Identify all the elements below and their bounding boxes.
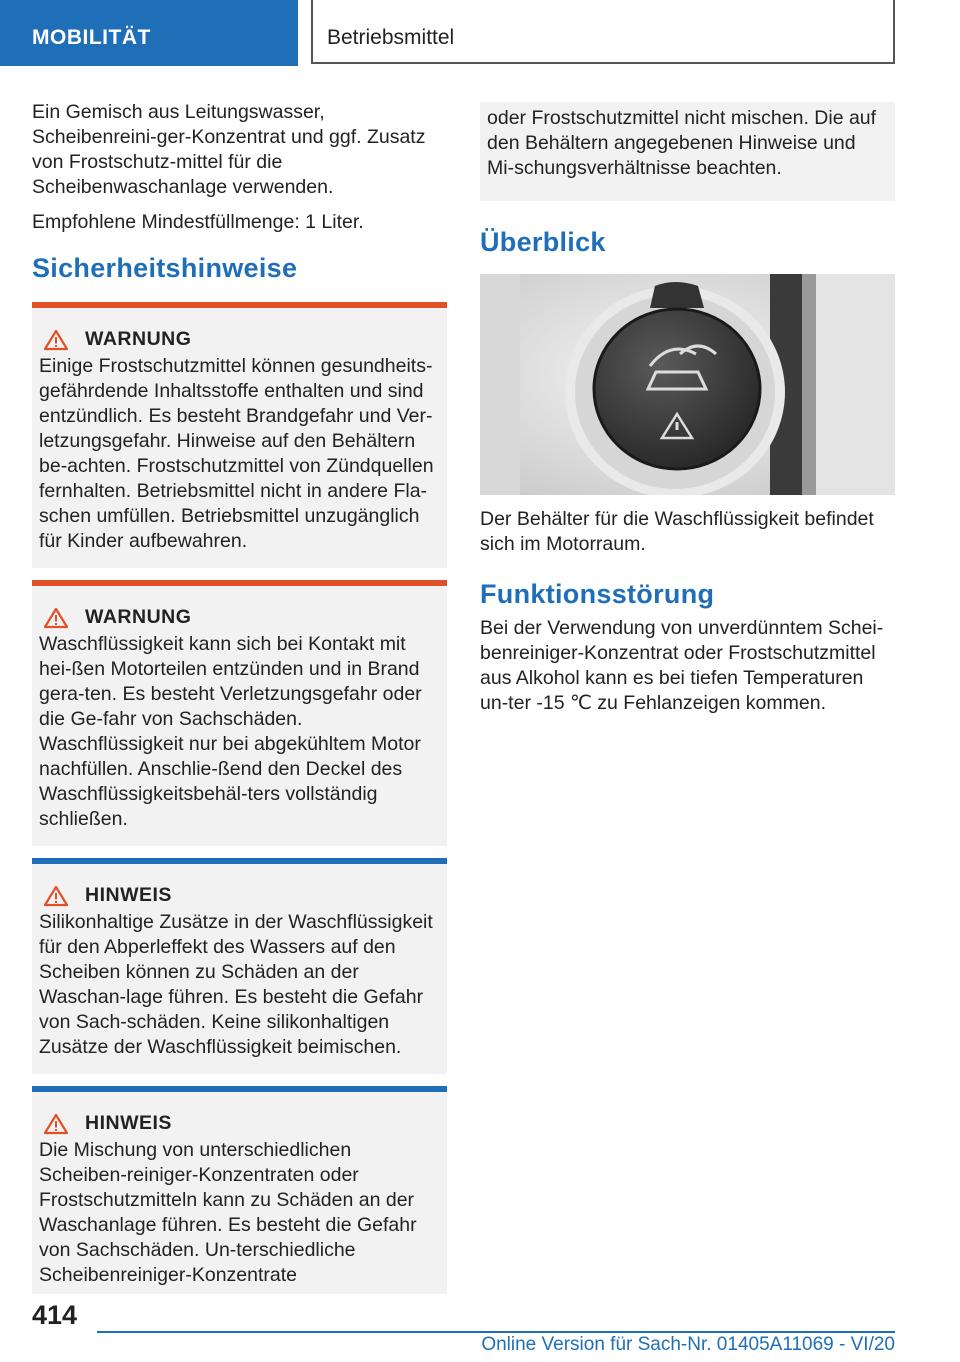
warning-triangle-icon [43,607,69,629]
notice-text: Die Mischung von unterschiedlichen Scheiben-reiniger-Konzentraten oder Frostschutzmitteln kann zu Schäden an der Waschanlage führen. Es besteht die Gefahr von Sachschäden. Un-terschiedliche Scheibenreiniger-Konzentrate [39,1139,417,1286]
page-number: 414 [32,1300,78,1330]
notice-title: WARNUNG [85,606,192,628]
intro-paragraph: Ein Gemisch aus Leitungswasser, Scheibenreini-ger-Konzentrat und ggf. Zusatz von Frostschutz-mittel für die Scheibenwaschanlage verwenden. [32,101,426,198]
footer-divider [97,1331,895,1333]
warning-box-2 [32,580,447,846]
notice-text-continued: oder Frostschutzmittel nicht mischen. Die auf den Behältern angegebenen Hinweise und Mi-schungsverhältnisse beachten. [487,107,877,179]
warning-box-1 [32,302,447,568]
safety-heading: Sicherheitshinweise [32,253,298,283]
section-tab: MOBILITÄT [0,0,298,66]
figure-caption: Der Behälter für die Waschflüssigkeit befindet sich im Motorraum. [480,508,874,555]
note-box-2 [32,1086,447,1294]
note-box-1 [32,858,447,1074]
notice-title: HINWEIS [85,1112,172,1134]
online-version-note: Online Version für Sach-Nr. 01405A11069 - VI/20 [481,1334,895,1355]
notice-text: Waschflüssigkeit kann sich bei Kontakt mit hei-ßen Motorteilen entzünden und in Brand gera-ten. Es besteht Verletzungsgefahr oder die Ge-fahr von Sachschäden. Waschflüssigkeit nur bei abgekühltem Motor nachfüllen. Anschlie-ßend den Deckel des Waschflüssigkeitsbehäl-ters vollständig schließen. [39,633,422,830]
left-column [32,100,447,1294]
notice-title: WARNUNG [85,328,192,350]
notice-title: HINWEIS [85,884,172,906]
overview-heading: Überblick [480,227,606,257]
right-column [480,102,895,716]
min-fill-paragraph: Empfohlene Mindestfüllmenge: 1 Liter. [32,211,364,233]
fault-heading: Funktionsstörung [480,579,715,609]
warning-triangle-icon [43,1113,69,1135]
washer-fluid-cap-figure [480,274,895,495]
note-continuation [480,102,895,201]
fault-paragraph: Bei der Verwendung von unverdünntem Schei-benreiniger-Konzentrat oder Frostschutzmittel aus Alkohol kann es bei tiefen Temperaturen un-ter -15 ℃ zu Fehlanzeigen kommen. [480,617,884,714]
notice-text: Silikonhaltige Zusätze in der Waschflüssigkeit für den Abperleffekt des Wassers auf den Scheiben können zu Schäden an der Waschan-lage führen. Es besteht die Gefahr von Sach-schäden. Keine silikonhaltigen Zusätze der Waschflüssigkeit beimischen. [39,911,433,1058]
page-header [0,0,960,66]
chapter-title: Betriebsmittel [311,0,895,64]
notice-text: Einige Frostschutzmittel können gesundheits-gefährdende Inhaltsstoffe enthalten und sind entzündlich. Es besteht Brandgefahr und Ver-letzungsgefahr. Hinweise auf den Behältern be-achten. Frostschutzmittel von Zündquellen fernhalten. Betriebsmittel nicht in andere Fla-schen umfüllen. Betriebsmittel unzugänglich für Kinder aufbewahren. [39,355,434,552]
warning-triangle-icon [43,885,69,907]
warning-triangle-icon [43,329,69,351]
